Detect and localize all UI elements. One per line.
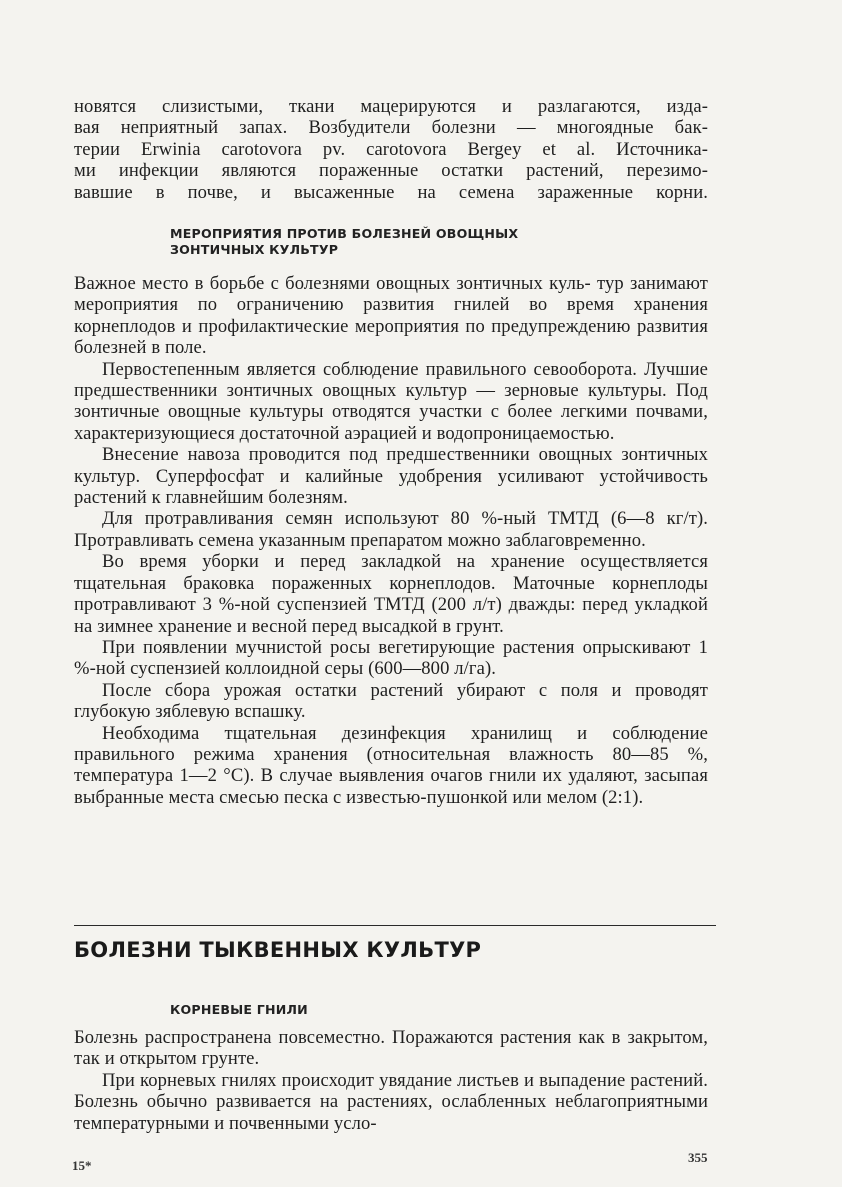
body-paragraph: Необходима тщательная дезинфекция хранилищ и соблюдение правильного режима хранения (относительная влажность 80—85 %, температура 1—2 °С). В случае выявления очагов гнили их удаляют, засыпая выбранные места смесью песка с известью-пушонкой или мелом (2:1). xyxy=(74,722,708,808)
section-heading-2: КОРНЕВЫЕ ГНИЛИ xyxy=(170,1002,308,1017)
body-paragraph: При появлении мучнистой росы вегетирующие растения опрыскивают 1 %-ной суспензией коллоидной серы (600—800 л/га). xyxy=(74,636,708,680)
intro-line: новятся слизистыми, ткани мацерируются и разлагаются, изда- xyxy=(74,96,708,117)
body-paragraph: После сбора урожая остатки растений убирают с поля и проводят глубокую зяблевую вспашку. xyxy=(74,679,708,723)
section-body xyxy=(74,273,708,808)
intro-line: ми инфекции являются пораженные остатки растений, перезимо- xyxy=(74,160,708,182)
intro-line: терии Erwinia carotovora pv. carotovora Bergey et al. Источника- xyxy=(74,138,708,160)
intro-line: вая неприятный запах. Возбудители болезни — многоядные бак- xyxy=(74,117,708,139)
section-heading-line: МЕРОПРИЯТИЯ ПРОТИВ БОЛЕЗНЕЙ ОВОЩНЫХ xyxy=(170,226,519,241)
body-paragraph: Болезнь распространена повсеместно. Поражаются растения как в закрытом, так и открытом грунте. xyxy=(74,1027,708,1070)
intro-line: вавшие в почве, и высаженные на семена зараженные корни. xyxy=(74,181,708,203)
chapter-title: БОЛЕЗНИ ТЫКВЕННЫХ КУЛЬТУР xyxy=(74,938,482,962)
section-body-2 xyxy=(74,1027,708,1134)
body-paragraph: Первостепенным является соблюдение правильного севооборота. Лучшие предшественники зонтичных овощных культур — зерновые культуры. Под зонтичные овощные культуры отводятся участки с более легкими почвами, характеризующиеся достаточной аэрацией и водопроницаемостью. xyxy=(74,358,708,444)
body-paragraph: При корневых гнилях происходит увядание листьев и выпадение растений. Болезнь обычно развивается на растениях, ослабленных неблагоприятными температурными и почвенными усло- xyxy=(74,1069,708,1134)
page-number: 355 xyxy=(688,1150,708,1165)
signature-mark: 15* xyxy=(72,1158,92,1173)
chapter-divider xyxy=(74,925,716,926)
body-paragraph: Для протравливания семян используют 80 %-ный ТМТД (6—8 кг/т). Протравливать семена указанным препаратом можно заблаговременно. xyxy=(74,508,708,551)
body-paragraph: Внесение навоза проводится под предшественники овощных зонтичных культур. Суперфосфат и калийные удобрения усиливают устойчивость растений к главнейшим болезням. xyxy=(74,444,708,509)
body-paragraph: Во время уборки и перед закладкой на хранение осуществляется тщательная браковка пораженных корнеплодов. Маточные корнеплоды протравливают 3 %-ной суспензией ТМТД (200 л/т) дважды: перед укладкой на зимнее хранение и весной перед высадкой в грунт. xyxy=(74,551,708,637)
section-heading xyxy=(170,226,630,258)
body-paragraph: Важное место в борьбе с болезнями овощных зонтичных куль- тур занимают мероприятия по ограничению развития гнилей во время хранения корнеплодов и профилактические мероприятия по предупреждению развития болезней в поле. xyxy=(74,273,708,359)
intro-paragraph xyxy=(74,96,708,203)
section-heading-line: ЗОНТИЧНЫХ КУЛЬТУР xyxy=(170,242,339,257)
